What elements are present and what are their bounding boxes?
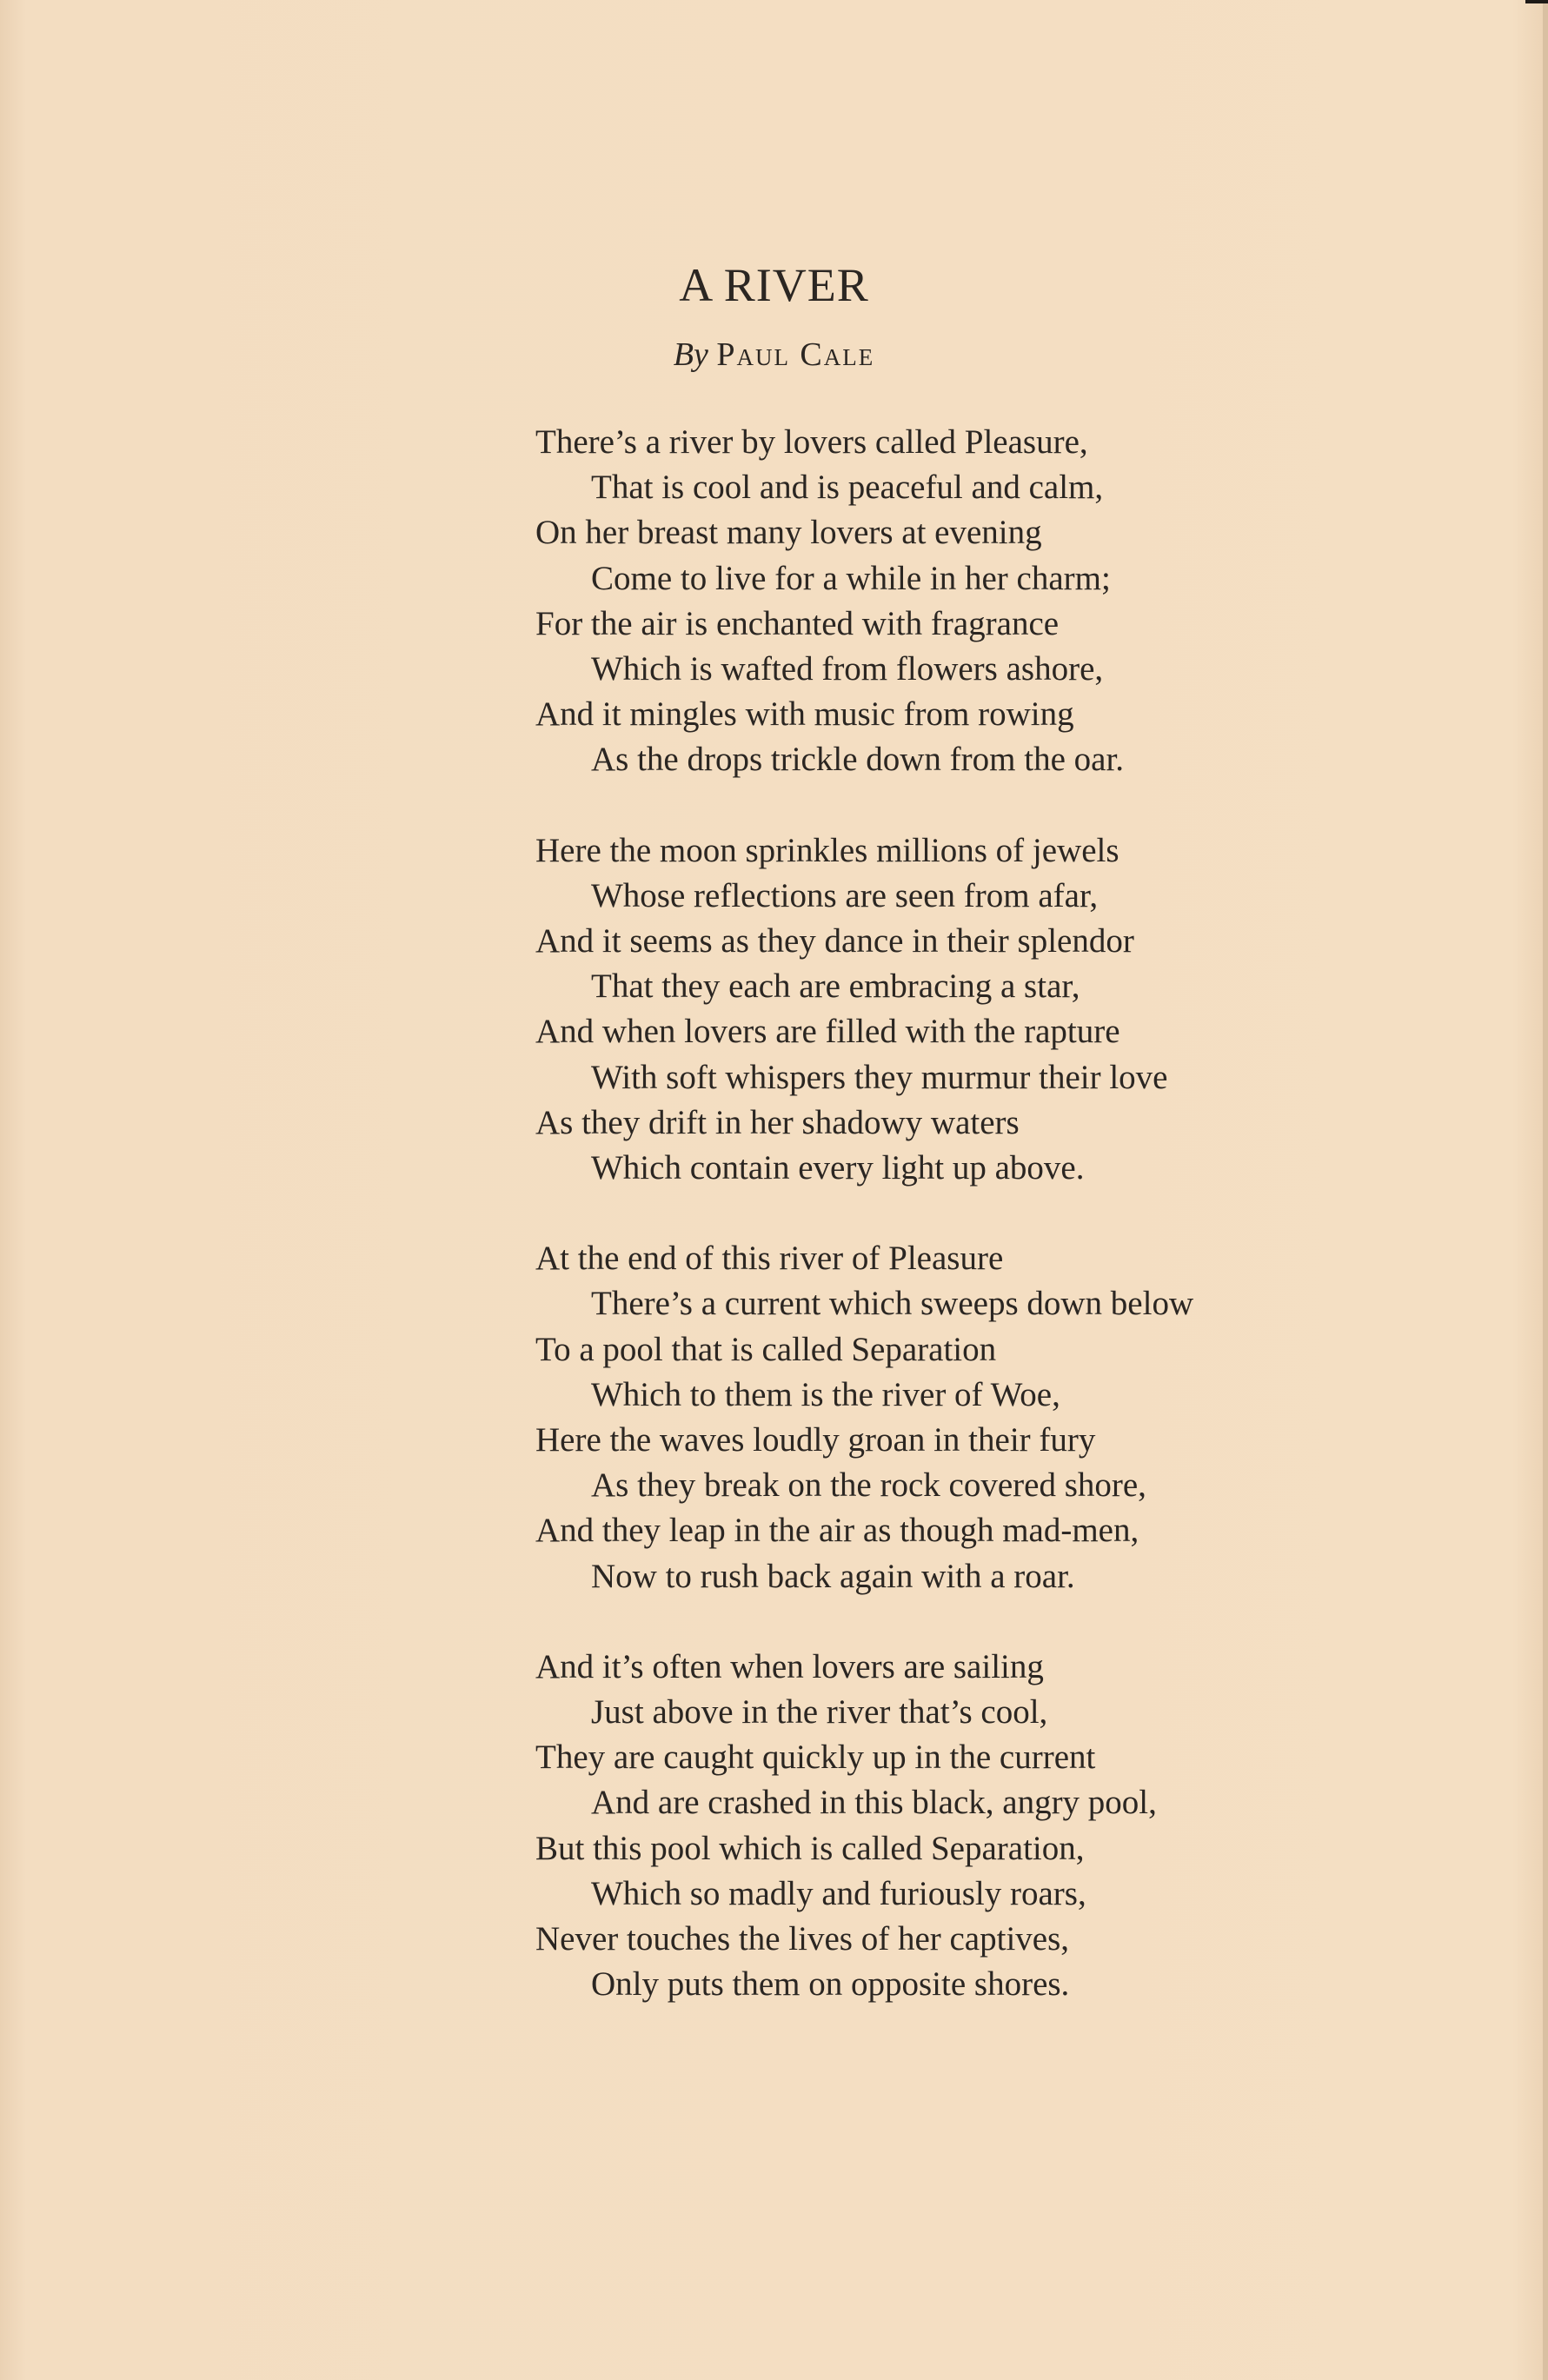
byline-prefix: By — [673, 336, 708, 373]
poem-line: And when lovers are filled with the rapture — [535, 1013, 1120, 1051]
poem-line: Here the waves loudly groan in their fury — [535, 1421, 1096, 1459]
poem-line: Whose reflections are seen from afar, — [591, 876, 1099, 914]
stanza-1 — [535, 420, 1405, 783]
stanza-4 — [535, 1645, 1405, 2008]
poem-line: And are crashed in this black, angry pool, — [591, 1784, 1157, 1822]
corner-mark — [1525, 0, 1548, 3]
poem-line: As they drift in her shadowy waters — [535, 1103, 1020, 1141]
poem-line: Come to live for a while in her charm; — [591, 559, 1111, 597]
poem-line: And it seems as they dance in their splendor — [535, 922, 1134, 961]
poem-body — [535, 420, 1405, 2053]
poem-line: As they break on the rock covered shore, — [591, 1466, 1146, 1505]
byline — [0, 334, 1548, 376]
poem-line: And it’s often when lovers are sailing — [535, 1647, 1044, 1685]
poem-line: Never touches the lives of her captives, — [535, 1920, 1070, 1958]
poem-line: Only puts them on opposite shores. — [591, 1965, 1070, 2004]
poem-line: Just above in the river that’s cool, — [591, 1693, 1048, 1732]
poem-line: As the drops trickle down from the oar. — [591, 741, 1125, 779]
poem-line: With soft whispers they murmur their love — [591, 1058, 1168, 1096]
poem-line: Now to rush back again with a roar. — [591, 1557, 1075, 1595]
poem-line: At the end of this river of Pleasure — [535, 1240, 1004, 1278]
poem-line: Which so madly and furiously roars, — [591, 1874, 1086, 1912]
poem-line: Which to them is the river of Woe, — [591, 1375, 1060, 1413]
poem-line: That they each are embracing a star, — [591, 967, 1080, 1006]
poem-line: To a pool that is called Separation — [535, 1330, 997, 1368]
poem-line: On her breast many lovers at evening — [535, 514, 1042, 552]
stanza-2 — [535, 828, 1405, 1192]
poem-line: But this pool which is called Separation, — [535, 1829, 1085, 1867]
poem-line: And they leap in the air as though mad-men, — [535, 1512, 1139, 1550]
poem-line: There’s a current which sweeps down below — [591, 1285, 1194, 1323]
poem-line: There’s a river by lovers called Pleasure, — [535, 423, 1088, 461]
author-name: Paul Cale — [716, 336, 875, 373]
poem-line: Which contain every light up above. — [591, 1149, 1085, 1187]
poem-line: Which is wafted from flowers ashore, — [591, 650, 1104, 688]
poem-line: And it mingles with music from rowing — [535, 695, 1074, 734]
stanza-3 — [535, 1236, 1405, 1599]
poem-line: That is cool and is peaceful and calm, — [591, 469, 1104, 507]
poem-title: A RIVER — [679, 259, 869, 311]
poem-line: For the air is enchanted with fragrance — [535, 604, 1060, 642]
poem-line: They are caught quickly up in the current — [535, 1738, 1096, 1777]
poem-line: Here the moon sprinkles millions of jewels — [535, 831, 1119, 869]
